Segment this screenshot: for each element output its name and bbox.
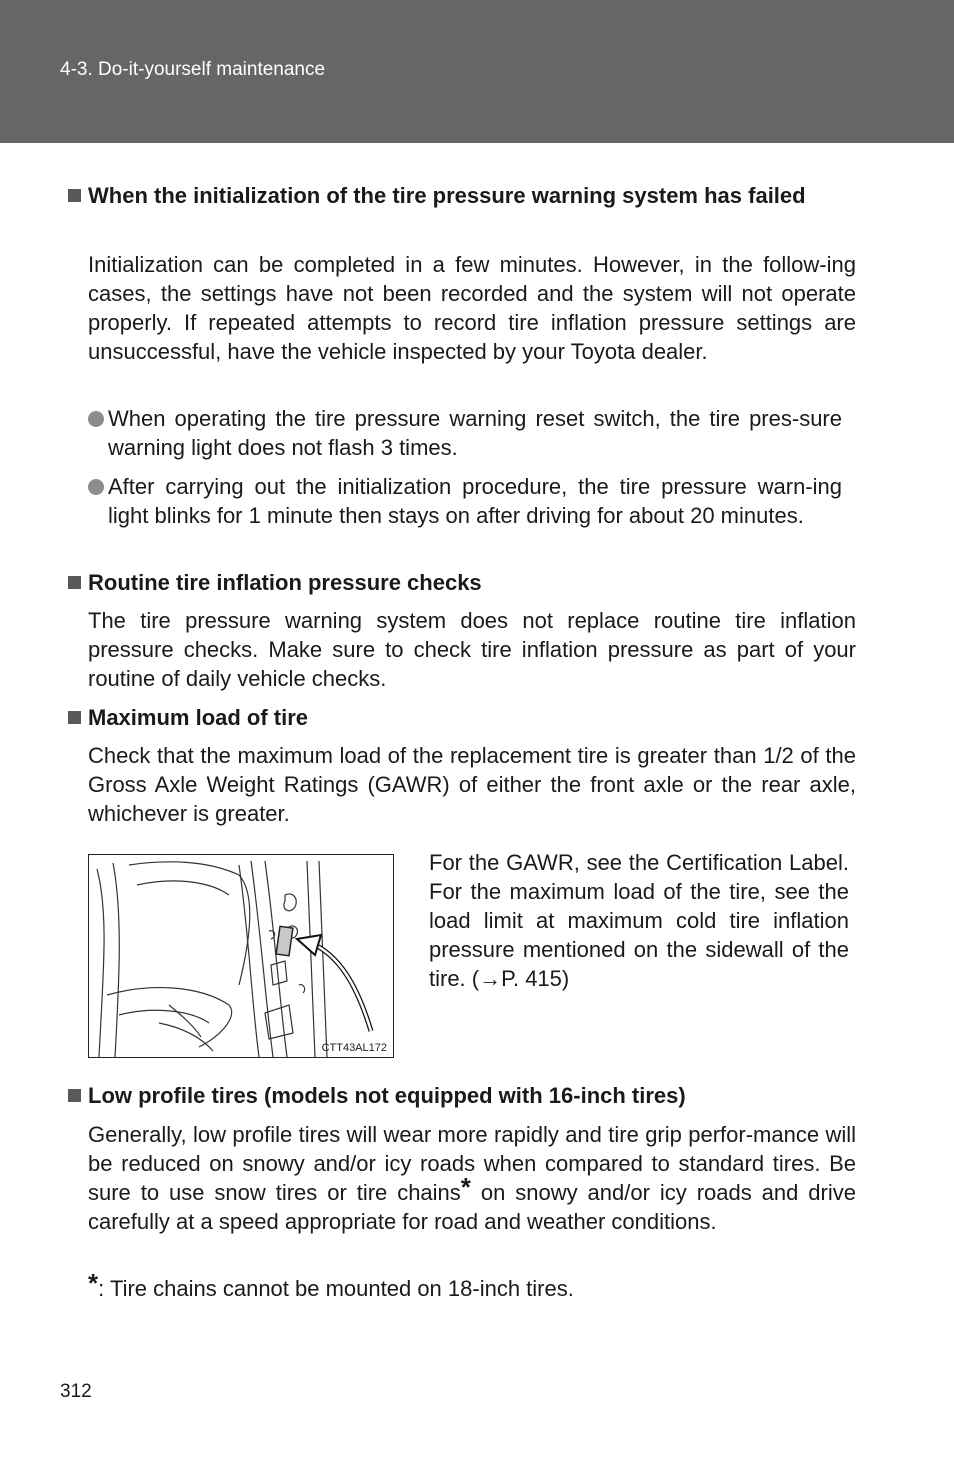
section-heading-routine-checks: Routine tire inflation pressure checks xyxy=(68,568,856,597)
footnote-tire-chains: *: Tire chains cannot be mounted on 18-inch tires. xyxy=(88,1268,574,1301)
door-pillar-drawing xyxy=(89,855,393,1057)
paragraph-low-profile-tires: Generally, low profile tires will wear more rapidly and tire grip perfor-mance will be reduced on snowy and/or icy roads when compared to standard tires. Be sure to use snow tires or tire chains* on snowy and/or icy roads and drive carefully at a speed appropriate for road and weather conditions. xyxy=(88,1122,856,1234)
square-bullet-icon xyxy=(68,711,81,724)
section-heading-initialization-failed: When the initialization of the tire pressure warning system has failed xyxy=(68,181,856,210)
square-bullet-icon xyxy=(68,576,81,589)
asterisk-marker: * xyxy=(88,1268,99,1298)
chapter-title: 4-3. Do-it-yourself maintenance xyxy=(60,59,326,80)
page-number: 312 xyxy=(60,1381,92,1402)
asterisk-marker: * xyxy=(460,1172,471,1202)
figure-code: CTT43AL172 xyxy=(321,1042,387,1054)
paragraph-initialization: Initialization can be completed in a few minutes. However, in the follow-ing cases, the settings have not been recorded and the system will not operate properly. If repeated attempts to record tire inflation pressure settings are unsuccessful, have the vehicle inspected by your Toyota dealer. xyxy=(88,252,856,364)
circle-bullet-icon xyxy=(88,479,104,495)
paragraph-gawr-reference: For the GAWR, see the Certification Label. For the maximum load of the tire, see the load limit at maximum cold tire inflation pressure mentioned on the sidewall of the tire. (→P. 415) xyxy=(429,850,849,991)
page-header-band xyxy=(0,0,954,143)
section-heading-low-profile-tires: Low profile tires (models not equipped with 16-inch tires) xyxy=(68,1081,856,1110)
square-bullet-icon xyxy=(68,189,81,202)
paragraph-maximum-load: Check that the maximum load of the replacement tire is greater than 1/2 of the Gross Axle Weight Ratings (GAWR) of either the front axle or the rear axle, whichever is greater. xyxy=(88,743,856,826)
circle-bullet-icon xyxy=(88,411,104,427)
paragraph-routine-checks: The tire pressure warning system does not replace routine tire inflation pressure checks. Make sure to check tire inflation pressure as part of your routine of daily vehicle checks. xyxy=(88,608,856,691)
bullet-item-reset-switch: When operating the tire pressure warning reset switch, the tire pres-sure warning light does not flash 3 times. xyxy=(88,404,842,462)
bullet-item-warning-light-blinks: After carrying out the initialization procedure, the tire pressure warn-ing light blinks for 1 minute then stays on after driving for about 20 minutes. xyxy=(88,472,842,530)
square-bullet-icon xyxy=(68,1089,81,1102)
arrow-right-icon: → xyxy=(479,966,502,991)
section-heading-maximum-load: Maximum load of tire xyxy=(68,703,856,732)
certification-label-illustration xyxy=(88,854,394,1058)
